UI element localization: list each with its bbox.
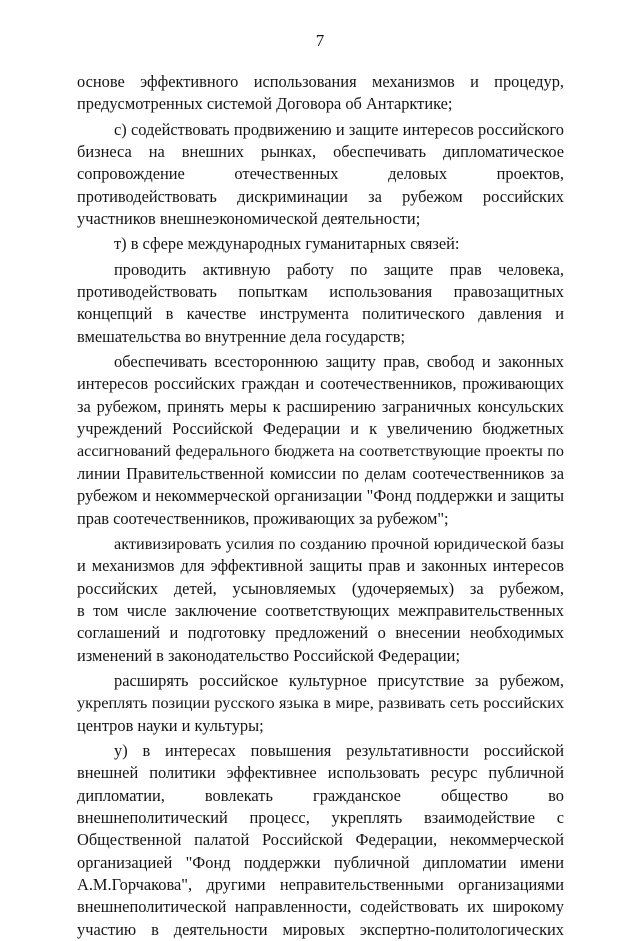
text-line: учреждений Российской Федерации и к увеличению бюджетных — [77, 419, 564, 439]
text-line: организацией "Фонд поддержки публичной дипломатии имени — [77, 852, 564, 872]
text-line: внешнеполитической направленности, содействовать их широкому — [77, 897, 564, 917]
document-body — [77, 71, 564, 941]
text-line: российских детей, усыновляемых (удочеряемых) за рубежом, — [77, 578, 564, 598]
text-line: линии Правительственной комиссии по делам соотечественников за — [77, 463, 564, 483]
text-line: вмешательства во внутренние дела государств; — [77, 326, 405, 346]
text-line: обеспечивать всестороннюю защиту прав, свобод и законных — [114, 352, 564, 372]
text-line: прав соотечественников, проживающих за рубежом"; — [77, 508, 449, 528]
text-line: т) в сфере международных гуманитарных связей: — [114, 234, 460, 254]
page-number: 7 — [315, 31, 325, 50]
text-line: участников внешнеэкономической деятельности; — [77, 209, 421, 229]
text-line: и механизмов для эффективной защиты прав и законных интересов — [77, 556, 564, 576]
text-line: противодействовать дискриминации за рубежом российских — [77, 186, 564, 206]
text-line: А.М.Горчакова", другими неправительственными организациями — [77, 875, 564, 895]
text-line: концепций в качестве инструмента политического давления и — [77, 304, 564, 324]
text-line: сопровождение отечественных деловых проектов, — [77, 164, 564, 184]
text-line: у) в интересах повышения результативности российской — [114, 740, 564, 760]
text-line: активизировать усилия по созданию прочной юридической базы — [114, 533, 564, 553]
text-line: с) содействовать продвижению и защите интересов российского — [114, 119, 564, 139]
text-line: укреплять позиции русского языка в мире, развивать сеть российских — [77, 693, 564, 713]
text-line: соглашений и подготовку предложений о внесении необходимых — [77, 623, 564, 643]
text-line: участию в деятельности мировых экспертно-политологических — [77, 919, 564, 939]
text-line: дипломатии, вовлекать гражданское общество во — [77, 785, 564, 805]
text-line: бизнеса на внешних рынках, обеспечивать дипломатическое — [77, 142, 564, 162]
text-line: изменений в законодательство Российской Федерации; — [77, 645, 461, 665]
text-line: основе эффективного использования механизмов и процедур, — [77, 72, 564, 91]
text-line: центров науки и культуры; — [77, 715, 264, 735]
text-line: предусмотренных системой Договора об Антарктике; — [77, 94, 453, 114]
text-line: интересов российских граждан и соотечественников, проживающих — [77, 374, 564, 394]
text-line: проводить активную работу по защите прав человека, — [114, 259, 564, 279]
text-line: Общественной палатой Российской Федерации, некоммерческой — [77, 830, 564, 850]
text-line: за рубежом, принять меры к расширению заграничных консульских — [77, 396, 564, 416]
text-line: внешней политики эффективнее использовать ресурс публичной — [77, 763, 564, 783]
text-line: внешнеполитический процесс, укреплять взаимодействие с — [77, 808, 564, 827]
text-line: противодействовать попыткам использования правозащитных — [77, 282, 564, 302]
text-line: рубежом и некоммерческой организации "Фонд поддержки и защиты — [77, 486, 564, 506]
text-line: в том числе заключение соответствующих межправительственных — [77, 600, 564, 620]
text-line: ассигнований федерального бюджета на соответствующие проекты по — [77, 442, 564, 460]
text-line: расширять российское культурное присутствие за рубежом, — [114, 670, 564, 690]
